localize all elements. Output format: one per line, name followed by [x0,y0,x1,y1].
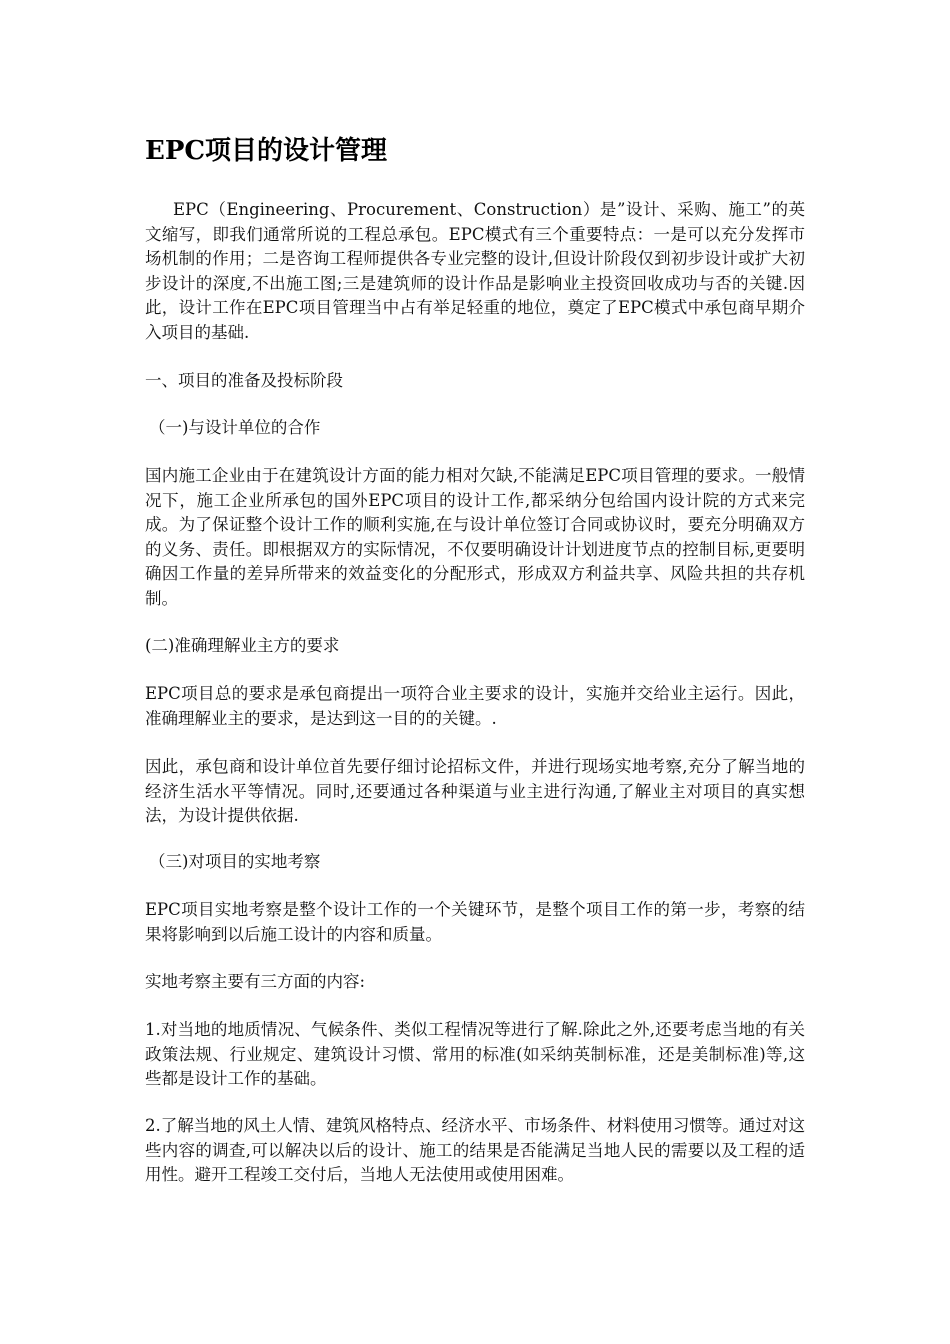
owner-requirements-paragraph-1: EPC项目总的要求是承包商提出一项符合业主要求的设计，实施并交给业主运行。因此，准确理解业主的要求，是达到这一目的的关键。. [145,684,805,728]
cooperation-paragraph: 国内施工企业由于在建筑设计方面的能力相对欠缺,不能满足EPC项目管理的要求。一般情况下，施工企业所承包的国外EPC项目的设计工作,都采纳分包给国内设计院的方式来完成。为了保证整个设计工作的顺利实施,在与设计单位签订合同或协议时，要充分明确双方的义务、责任。即根据双方的实际情况，不仅要明确设计计划进度节点的控制目标,更要明确因工作量的差异所带来的效益变化的分配形式，形成双方利益共享、风险共担的共存机制。 [145,466,805,608]
subsection-heading-site-survey: （三)对项目的实地考察 [149,852,321,871]
subsection-heading-cooperation: （一)与设计单位的合作 [149,418,321,437]
site-survey-paragraph: EPC项目实地考察是整个设计工作的一个关键环节，是整个项目工作的第一步，考察的结果将影响到以后施工设计的内容和质量。 [145,900,805,944]
section-heading-preparation: 一、项目的准备及投标阶段 [145,371,343,390]
document-title: EPC项目的设计管理 [145,136,388,166]
owner-requirements-paragraph-2: 因此，承包商和设计单位首先要仔细讨论招标文件，并进行现场实地考察,充分了解当地的经济生活水平等情况。同时,还要通过各种渠道与业主进行沟通,了解业主对项目的真实想法，为设计提供依据. [145,757,805,825]
intro-paragraph: EPC（Engineering、Procurement、Construction）是”设计、采购、施工”的英文缩写，即我们通常所说的工程总承包。EPC模式有三个重要特点：一是可以充分发挥市场机制的作用；二是咨询工程师提供各专业完整的设计,但设计阶段仅到初步设计或扩大初步设计的深度,不出施工图;三是建筑师的设计作品是影响业主投资回收成功与否的关键.因此，设计工作在EPC项目管理当中占有举足轻重的地位，奠定了EPC模式中承包商早期介入项目的基础. [145,200,805,342]
site-survey-item-1: 1.对当地的地质情况、气候条件、类似工程情况等进行了解.除此之外,还要考虑当地的有关政策法规、行业规定、建筑设计习惯、常用的标准(如采纳英制标准，还是美制标准)等,这些都是设计工作的基础。 [145,1020,805,1088]
site-survey-intro: 实地考察主要有三方面的内容: [145,972,366,991]
site-survey-item-2: 2.了解当地的风土人情、建筑风格特点、经济水平、市场条件、材料使用习惯等。通过对这些内容的调查,可以解决以后的设计、施工的结果是否能满足当地人民的需要以及工程的适用性。避开工程竣工交付后，当地人无法使用或使用困难。 [145,1116,805,1184]
subsection-heading-owner-requirements: (二)准确理解业主方的要求 [145,636,340,655]
